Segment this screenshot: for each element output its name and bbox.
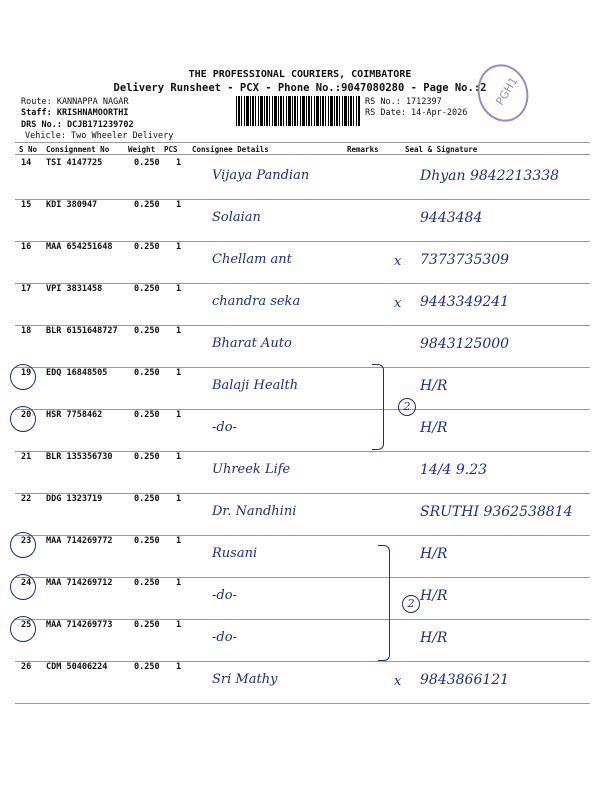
- row-signature: 9443349241: [420, 294, 510, 310]
- row-consignee: Chellam ant: [212, 252, 292, 267]
- row-signature: Dhyan 9842213338: [420, 168, 560, 184]
- row-weight: 0.250: [134, 620, 160, 630]
- row-sno: 23: [21, 536, 32, 546]
- route-label: Route: KANNAPPA NAGAR: [21, 97, 129, 107]
- row-sno: 19: [21, 368, 32, 378]
- table-row: [0, 452, 600, 494]
- table-row: [0, 368, 600, 410]
- row-consignment: TSI 4147725: [46, 158, 103, 168]
- table-row: [0, 410, 600, 452]
- row-weight: 0.250: [134, 242, 160, 252]
- table-row: [0, 494, 600, 536]
- drs-label: DRS No.: DCJB171239702: [21, 120, 134, 130]
- row-consignee: -do-: [212, 420, 237, 435]
- group-bracket: [372, 364, 384, 450]
- circled-row-mark: [10, 406, 36, 432]
- row-consignment: DDG 1323719: [46, 494, 103, 504]
- row-signature: SRUTHI 9362538814: [420, 504, 573, 520]
- vehicle-label: Vehicle: Two Wheeler Delivery: [25, 131, 174, 141]
- table-row: [0, 158, 600, 200]
- row-consignment: BLR 135356730: [46, 452, 113, 462]
- row-sno: 20: [21, 410, 32, 420]
- row-signature: H/R: [420, 420, 448, 436]
- row-consignment: KDI 380947: [46, 200, 98, 210]
- table-row: [0, 200, 600, 242]
- row-sno: 22: [21, 494, 32, 504]
- row-signature: 7373735309: [420, 252, 510, 268]
- row-consignee: Solaian: [212, 210, 261, 225]
- col-consignment: Consignment No: [46, 145, 110, 154]
- row-weight: 0.250: [134, 494, 160, 504]
- row-consignee: Uhreek Life: [212, 462, 291, 477]
- cross-mark: x: [394, 254, 402, 269]
- row-signature: H/R: [420, 378, 448, 394]
- row-pcs: 1: [176, 536, 182, 546]
- row-consignment: MAA 654251648: [46, 242, 113, 252]
- row-consignee: Sri Mathy: [212, 672, 278, 687]
- row-sno: 17: [21, 284, 32, 294]
- row-divider: [15, 703, 590, 704]
- row-sno: 16: [21, 242, 32, 252]
- row-sno: 25: [21, 620, 32, 630]
- row-signature: H/R: [420, 588, 448, 604]
- row-weight: 0.250: [134, 326, 160, 336]
- row-consignee: -do-: [212, 630, 237, 645]
- row-consignment: EDQ 16848505: [46, 368, 108, 378]
- table-row: [0, 284, 600, 326]
- divider: [15, 154, 590, 155]
- row-consignment: MAA 714269772: [46, 536, 113, 546]
- group-count-mark: 2: [402, 595, 420, 613]
- row-pcs: 1: [176, 662, 182, 672]
- row-sno: 26: [21, 662, 32, 672]
- cross-mark: x: [394, 296, 402, 311]
- row-pcs: 1: [176, 494, 182, 504]
- row-weight: 0.250: [134, 368, 160, 378]
- circled-row-mark: [10, 574, 36, 600]
- row-pcs: 1: [176, 326, 182, 336]
- row-pcs: 1: [176, 284, 182, 294]
- table-row: [0, 326, 600, 368]
- divider: [15, 142, 590, 143]
- table-row: [0, 578, 600, 620]
- row-weight: 0.250: [134, 662, 160, 672]
- row-consignee: chandra seka: [212, 294, 301, 309]
- row-weight: 0.250: [134, 158, 160, 168]
- row-signature: H/R: [420, 630, 448, 646]
- table-row: [0, 536, 600, 578]
- barcode: [236, 96, 360, 126]
- row-pcs: 1: [176, 368, 182, 378]
- row-pcs: 1: [176, 620, 182, 630]
- col-signature: Seal & Signature: [405, 145, 478, 154]
- row-consignee: Vijaya Pandian: [212, 168, 310, 183]
- circled-row-mark: [10, 364, 36, 390]
- row-pcs: 1: [176, 578, 182, 588]
- row-sno: 15: [21, 200, 32, 210]
- circled-row-mark: [10, 616, 36, 642]
- row-consignee: -do-: [212, 588, 237, 603]
- rs-number: RS No.: 1712397: [365, 97, 442, 107]
- row-weight: 0.250: [134, 452, 160, 462]
- table-row: [0, 662, 600, 704]
- row-weight: 0.250: [134, 284, 160, 294]
- row-sno: 18: [21, 326, 32, 336]
- date-stamp: PGH1: [470, 58, 535, 129]
- col-sno: S No: [19, 145, 38, 154]
- row-consignment: HSR 7758462: [46, 410, 103, 420]
- row-sno: 24: [21, 578, 32, 588]
- table-row: [0, 620, 600, 662]
- col-weight: Weight: [128, 145, 156, 154]
- row-signature: 14/4 9.23: [420, 462, 488, 478]
- row-pcs: 1: [176, 242, 182, 252]
- row-sno: 14: [21, 158, 32, 168]
- row-consignment: BLR 6151648727: [46, 326, 118, 336]
- row-consignee: Rusani: [212, 546, 258, 561]
- col-consignee: Consignee Details: [192, 145, 269, 154]
- col-remarks: Remarks: [347, 145, 379, 154]
- row-weight: 0.250: [134, 410, 160, 420]
- staff-label: Staff: KRISHNAMOORTHI: [21, 108, 129, 118]
- row-weight: 0.250: [134, 578, 160, 588]
- circled-row-mark: [10, 532, 36, 558]
- row-consignment: CDM 50406224: [46, 662, 108, 672]
- row-pcs: 1: [176, 410, 182, 420]
- row-consignment: MAA 714269712: [46, 578, 113, 588]
- row-pcs: 1: [176, 452, 182, 462]
- row-consignment: MAA 714269773: [46, 620, 113, 630]
- row-weight: 0.250: [134, 200, 160, 210]
- rs-date: RS Date: 14-Apr-2026: [365, 108, 468, 118]
- col-pcs: PCS: [164, 145, 178, 154]
- runsheet-title: Delivery Runsheet - PCX - Phone No.:9047080280 - Page No.:2: [113, 82, 487, 94]
- row-signature: 9843866121: [420, 672, 510, 688]
- company-title: THE PROFESSIONAL COURIERS, COIMBATORE: [188, 69, 412, 80]
- row-consignee: Dr. Nandhini: [212, 504, 297, 519]
- row-consignee: Bharat Auto: [212, 336, 292, 351]
- row-consignee: Balaji Health: [212, 378, 299, 393]
- cross-mark: x: [394, 674, 402, 689]
- row-signature: 9843125000: [420, 336, 510, 352]
- row-consignment: VPI 3831458: [46, 284, 103, 294]
- group-bracket: [378, 545, 390, 661]
- row-signature: 9443484: [420, 210, 483, 226]
- row-weight: 0.250: [134, 536, 160, 546]
- row-pcs: 1: [176, 200, 182, 210]
- table-row: [0, 242, 600, 284]
- row-sno: 21: [21, 452, 32, 462]
- group-count-mark: 2: [398, 398, 416, 416]
- row-pcs: 1: [176, 158, 182, 168]
- row-signature: H/R: [420, 546, 448, 562]
